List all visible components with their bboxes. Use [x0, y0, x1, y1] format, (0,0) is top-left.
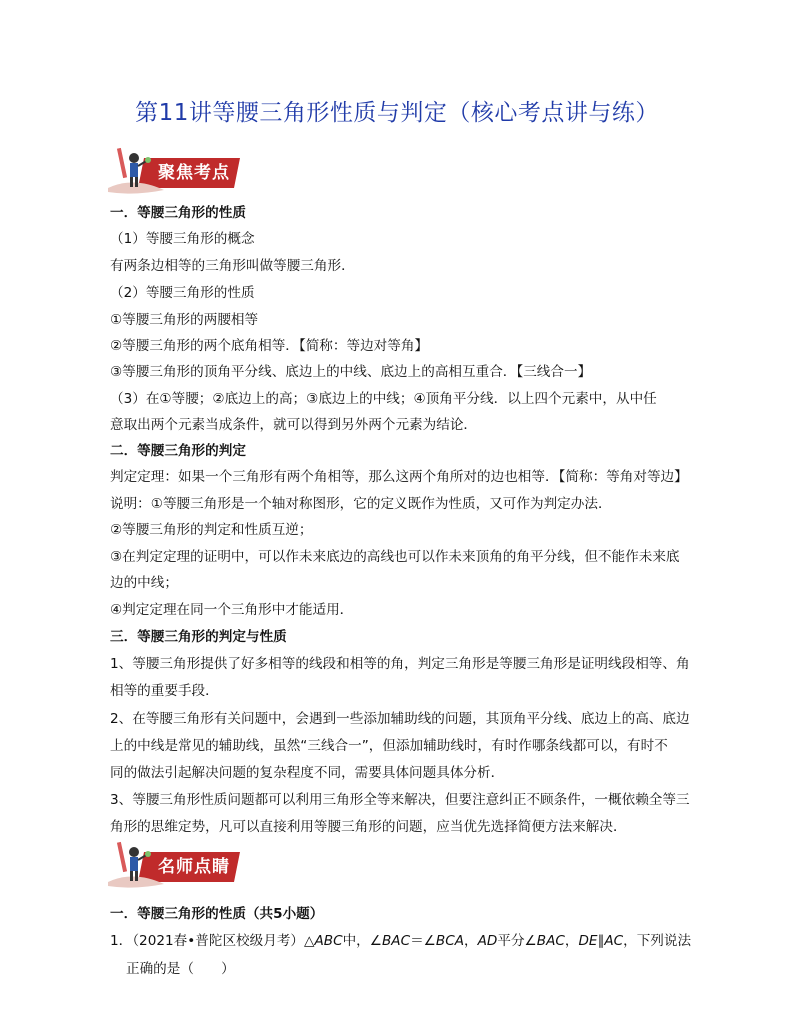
section-2-line: 说明：①等腰三角形是一个轴对称图形，它的定义既作为性质，又可作为判定办法． — [110, 496, 612, 512]
question-1 — [110, 932, 691, 950]
math-term: DE — [578, 933, 598, 949]
section-1-line: ②等腰三角形的两个底角相等．【简称：等边对等角】 — [110, 338, 429, 354]
math-term: BAC — [536, 933, 565, 949]
section-3-line: 1、等腰三角形提供了好多相等的线段和相等的角，判定三角形是等腰三角形是证明线段相等、角 — [110, 656, 690, 672]
section-2-heading: 二．等腰三角形的判定 — [110, 443, 246, 459]
question-text: ， — [564, 933, 579, 949]
question-number: 1． — [110, 933, 133, 949]
section-1-heading: 一．等腰三角形的性质 — [110, 205, 246, 221]
math-term: ABC — [314, 933, 343, 949]
focus-banner-label: 聚焦考点 — [158, 163, 230, 183]
question-1-line-2: 正确的是（ ） — [126, 961, 235, 977]
question-source: （2021春•普陀区校级月考） — [132, 933, 304, 949]
section-1-line: ①等腰三角形的两腰相等 — [110, 312, 259, 328]
section-2-line: ②等腰三角形的判定和性质互逆； — [110, 522, 313, 538]
section-1-line: 有两条边相等的三角形叫做等腰三角形． — [110, 258, 355, 274]
question-text: △ — [304, 933, 315, 949]
section-2-line: ③在判定定理的证明中，可以作未来底边的高线也可以作未来顶角的角平分线，但不能作未来底 — [110, 549, 680, 565]
question-text: ， — [464, 933, 478, 949]
practice-heading: 一．等腰三角形的性质（共5小题） — [110, 906, 324, 922]
section-2-line: 边的中线； — [110, 575, 178, 591]
math-term: BCA — [435, 933, 464, 949]
question-text: ∥ — [597, 933, 605, 949]
section-2-line: ④判定定理在同一个三角形中才能适用． — [110, 602, 354, 618]
math-term: AD — [477, 933, 498, 949]
section-3-line: 角形的思维定势，凡可以直接利用等腰三角形的问题，应当优先选择简便方法来解决． — [110, 819, 627, 835]
question-text: 中，∠ — [342, 933, 382, 949]
section-3-line: 上的中线是常见的辅助线，虽然“三线合一”，但添加辅助线时，有时作哪条线都可以，有时不 — [110, 738, 668, 754]
section-1-line: 意取出两个元素当成条件，就可以得到另外两个元素为结论． — [110, 417, 478, 433]
section-3-line: 2、在等腰三角形有关问题中，会遇到一些添加辅助线的问题，其顶角平分线、底边上的高、底边 — [110, 711, 690, 727]
section-1-line: （2）等腰三角形的性质 — [110, 285, 255, 301]
teacher-banner — [104, 840, 244, 892]
section-2-line: 判定定理：如果一个三角形有两个角相等，那么这两个角所对的边也相等．【简称：等角对等边】 — [110, 469, 688, 485]
focus-banner — [104, 146, 244, 198]
section-3-heading: 三．等腰三角形的判定与性质 — [110, 629, 287, 645]
question-text: 平分∠ — [497, 933, 537, 949]
section-1-line: （1）等腰三角形的概念 — [110, 231, 255, 247]
question-text: ＝∠ — [410, 933, 436, 949]
page-title: 第11讲等腰三角形性质与判定（核心考点讲与练） — [135, 100, 659, 126]
section-1-line: ③等腰三角形的顶角平分线、底边上的中线、底边上的高相互重合．【三线合一】 — [110, 364, 592, 380]
section-3-line: 同的做法引起解决问题的复杂程度不同，需要具体问题具体分析． — [110, 765, 505, 781]
math-term: BAC — [381, 933, 411, 949]
section-3-line: 相等的重要手段． — [110, 683, 219, 699]
teacher-banner-label: 名师点睛 — [158, 857, 230, 877]
section-3-line: 3、等腰三角形性质问题都可以利用三角形全等来解决，但要注意纠正不顾条件，一概依赖全等三 — [110, 792, 690, 808]
math-term: AC — [604, 933, 624, 949]
section-1-line: （3）在①等腰；②底边上的高；③底边上的中线；④顶角平分线．以上四个元素中，从中任 — [110, 391, 657, 407]
question-text: ，下列说法 — [623, 933, 692, 949]
